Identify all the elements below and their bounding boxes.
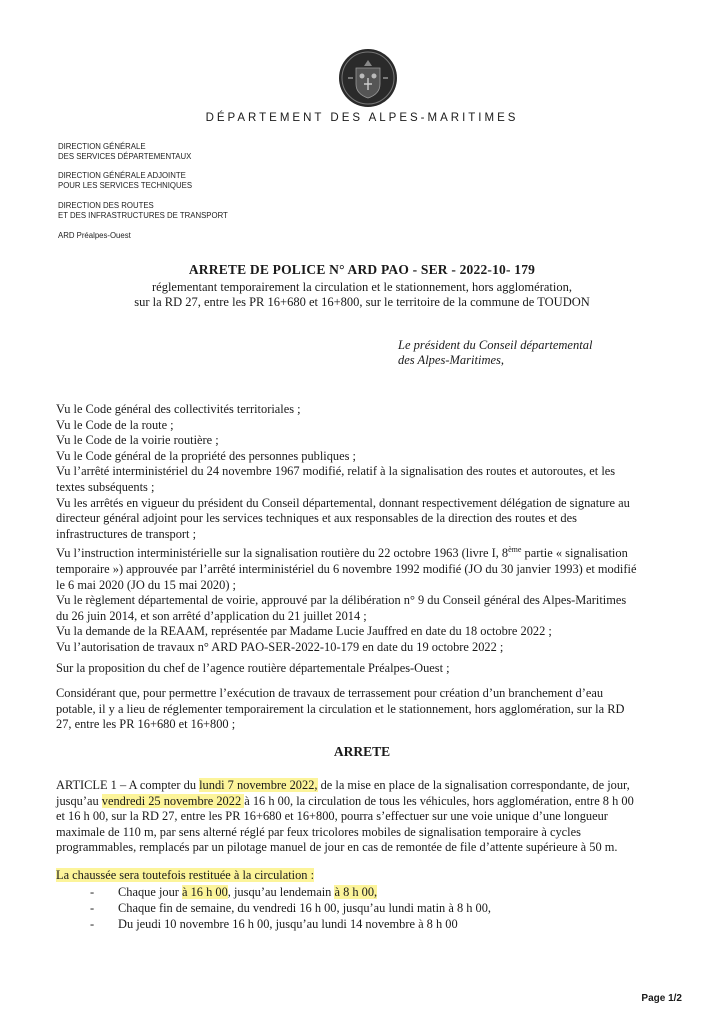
list-item bbox=[90, 884, 491, 900]
decree-subtitle bbox=[0, 280, 724, 310]
org-line: DES SERVICES DÉPARTEMENTAUX bbox=[58, 152, 192, 161]
bullet-dash: - bbox=[90, 917, 95, 931]
org-line: ARD Préalpes-Ouest bbox=[58, 231, 131, 240]
article-line bbox=[56, 794, 676, 810]
visa-line: Vu les arrêtés en vigueur du président du Conseil départemental, donnant respectivement délégation de signature au bbox=[56, 495, 630, 510]
department-name: DÉPARTEMENT DES ALPES-MARITIMES bbox=[205, 112, 519, 124]
article-1 bbox=[56, 778, 676, 856]
highlighted-date: lundi 7 novembre 2022, bbox=[199, 778, 318, 792]
proposal-line: Sur la proposition du chef de l’agence routière départementale Préalpes-Ouest ; bbox=[56, 661, 450, 675]
org-block-dgast bbox=[58, 171, 192, 191]
considerant-line: potable, il y a lieu de réglementer temporairement la circulation et le stationnement, hors agglomération, sur la RD bbox=[56, 701, 625, 716]
highlighted-text: La chaussée sera toutefois restituée à la circulation : bbox=[56, 868, 315, 882]
list-item bbox=[90, 916, 491, 932]
visa-line: Vu le Code de la route ; bbox=[56, 417, 174, 432]
visa-line: du 26 juin 2014, et son arrêté d’application du 21 juillet 2014 ; bbox=[56, 608, 367, 623]
subtitle-line: sur la RD 27, entre les PR 16+680 et 16+800, sur le territoire de la commune de TOUDON bbox=[134, 295, 590, 309]
bullet-dash: - bbox=[90, 885, 95, 899]
seal-emblem-icon bbox=[338, 48, 398, 108]
restitution-intro bbox=[56, 868, 676, 884]
item-text: Chaque jour bbox=[118, 885, 183, 899]
superscript: ème bbox=[508, 545, 522, 555]
visa-line: temporaire ») approuvée par l’arrêté interministériel du 6 novembre 1992 modifié (JO du 30 janvier 1993) et modifié bbox=[56, 562, 637, 577]
visa-clauses bbox=[56, 402, 676, 656]
article-text: de la mise en place de la signalisation correspondante, de jour, bbox=[317, 778, 630, 792]
visa-line: Vu le Code de la voirie routière ; bbox=[56, 433, 219, 448]
arrete-heading: ARRETE bbox=[333, 744, 391, 759]
highlighted-time: à 8 h 00, bbox=[334, 885, 378, 899]
visa-line: Vu le Code général de la propriété des personnes publiques ; bbox=[56, 448, 356, 463]
visa-line: directeur général adjoint pour les services techniques et aux responsables de la direction des routes et des bbox=[56, 511, 577, 526]
decree-title: ARRETE DE POLICE N° ARD PAO - SER - 2022-10- 179 bbox=[188, 262, 536, 277]
issuing-authority bbox=[398, 338, 592, 368]
visa-text: Vu l’instruction interministérielle sur la signalisation routière du 22 octobre 1963 (livre I, 8 bbox=[56, 546, 509, 561]
article-line: programmables, remplacés par un pilotage manuel de jour en cas de remontée de file d’attente supérieure à 50 m. bbox=[56, 840, 618, 855]
article-text: à 16 h 00, la circulation de tous les véhicules, hors agglomération, entre 8 h 00 bbox=[244, 793, 634, 808]
authority-line: des Alpes-Maritimes, bbox=[398, 353, 505, 367]
visa-line: Vu l’arrêté interministériel du 24 novembre 1967 modifié, relatif à la signalisation des routes et autoroutes, et les bbox=[56, 464, 616, 479]
org-line: DIRECTION DES ROUTES bbox=[58, 201, 154, 210]
org-line: DIRECTION GÉNÉRALE bbox=[58, 142, 146, 151]
org-line: ET DES INFRASTRUCTURES DE TRANSPORT bbox=[58, 211, 228, 220]
org-line: DIRECTION GÉNÉRALE ADJOINTE bbox=[58, 171, 186, 180]
item-text: , jusqu’au lendemain bbox=[227, 885, 335, 899]
restitution-list bbox=[90, 884, 491, 932]
considerant-clause bbox=[56, 686, 676, 733]
subtitle-line: réglementant temporairement la circulation et le stationnement, hors agglomération, bbox=[152, 280, 572, 294]
article-text: ARTICLE 1 – A compter du bbox=[56, 778, 200, 792]
proposal-clause bbox=[56, 661, 676, 677]
visa-line: Vu l’autorisation de travaux n° ARD PAO-SER-2022-10-179 en date du 19 octobre 2022 ; bbox=[56, 640, 504, 655]
visa-text: partie « signalisation bbox=[521, 546, 628, 561]
item-text: Chaque fin de semaine, du vendredi 16 h 00, jusqu’au lundi matin à 8 h 00, bbox=[118, 901, 492, 915]
bullet-dash: - bbox=[90, 901, 95, 915]
highlighted-date: vendredi 25 novembre 2022 bbox=[101, 793, 245, 808]
article-line bbox=[56, 778, 676, 794]
article-line: maximale de 110 m, par sens alterné réglé par feux tricolores mobiles de signalisation temporaire à cycles bbox=[56, 824, 581, 839]
authority-line: Le président du Conseil départemental bbox=[398, 338, 593, 352]
highlighted-time: à 16 h 00 bbox=[182, 885, 228, 899]
article-text: jusqu’au bbox=[56, 793, 102, 808]
considerant-line: 27, entre les PR 16+680 et 16+800 ; bbox=[56, 717, 236, 732]
visa-line: Vu le Code général des collectivités territoriales ; bbox=[56, 402, 301, 416]
considerant-line: Considérant que, pour permettre l’exécution de travaux de terrassement pour création d’un branchement d’eau bbox=[56, 686, 604, 700]
visa-line: le 6 mai 2020 (JO du 15 mai 2020) ; bbox=[56, 577, 236, 592]
visa-line: textes subséquents ; bbox=[56, 479, 155, 494]
visa-line: Vu la demande de la REAAM, représentée par Madame Lucie Jauffred en date du 18 octobre 2022 ; bbox=[56, 624, 552, 639]
org-block-ard bbox=[58, 231, 131, 241]
page-number: Page 1/2 bbox=[641, 993, 682, 1004]
visa-line bbox=[56, 542, 676, 562]
org-line: POUR LES SERVICES TECHNIQUES bbox=[58, 181, 193, 190]
org-block-dgsd bbox=[58, 142, 191, 162]
org-block-drit bbox=[58, 201, 228, 221]
visa-line: Vu le règlement départemental de voirie, approuvé par la délibération n° 9 du Conseil général des Alpes-Maritimes bbox=[56, 593, 627, 608]
visa-line: infrastructures de transport ; bbox=[56, 526, 197, 541]
item-text: Du jeudi 10 novembre 16 h 00, jusqu’au lundi 14 novembre à 8 h 00 bbox=[118, 917, 458, 931]
article-line: et 16 h 00, sur la RD 27, entre les PR 16+680 et 16+800, pourra s’effectuer sur une voie unique d’une longueur bbox=[56, 809, 608, 824]
list-item bbox=[90, 900, 491, 916]
